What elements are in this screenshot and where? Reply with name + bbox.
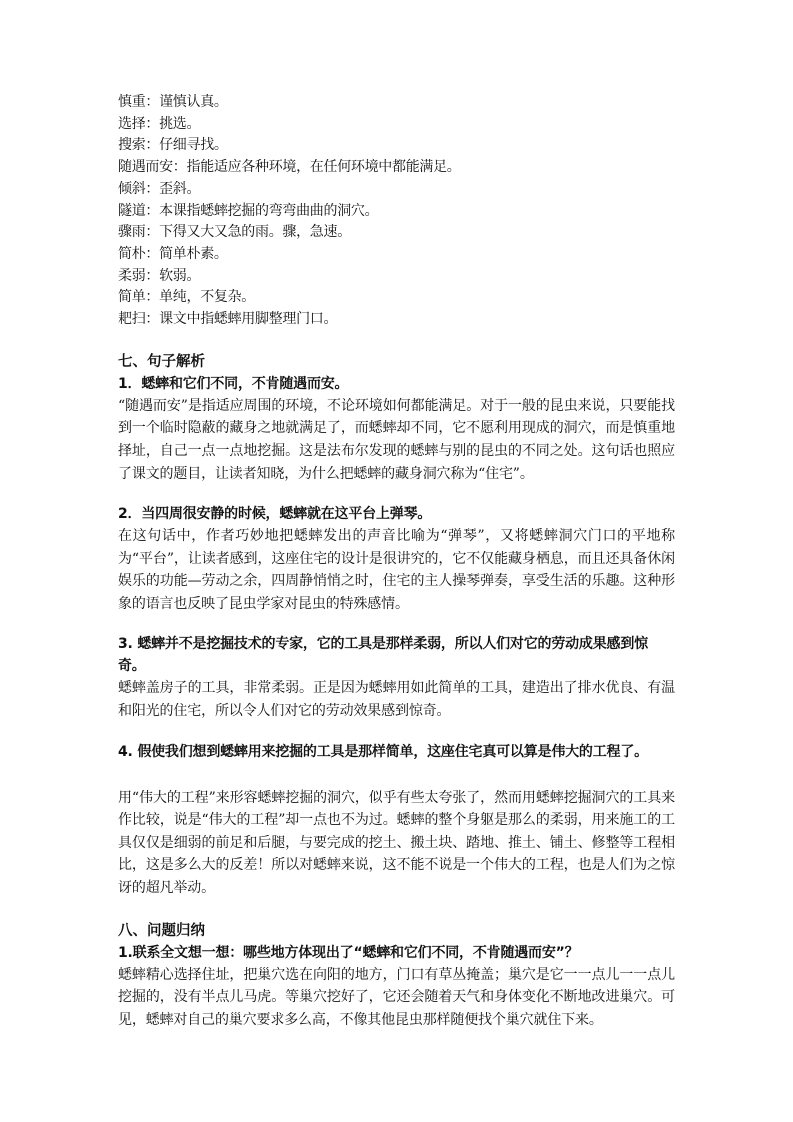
sentence-title: 1．蟋蟀和它们不同，不肯随遇而安。 [118,375,349,392]
vocab-item: 随遇而安：指能适应各种环境，在任何环境中都能满足。 [118,159,461,176]
vocab-item: 耙扫：课文中指蟋蟀用脚整理门口。 [118,311,338,328]
vocab-item: 简朴：简单朴素。 [118,245,228,262]
sentence-analysis: 在这句话中，作者巧妙地把蟋蟀发出的声音比喻为“弹琴”，又将蟋蟀洞穴门口的平地称为“平台”，让读者感到，这座住宅的设计是很讲究的，它不仅能藏身栖息，而且还具备休闲娱乐的功能—劳动之余，四周静悄悄之时，住宅的主人操琴弹奏，享受生活的乐趣。这种形象的语言也反映了昆虫学家对昆虫的特殊感情。 [118,528,675,612]
vocab-item: 倾斜：歪斜。 [118,180,201,197]
sentence-analysis: 用“伟大的工程”来形容蟋蟀挖掘的洞穴，似乎有些太夸张了，然而用蟋蟀挖掘洞穴的工具来作比较，说是“伟大的工程”却一点也不为过。蟋蟀的整个身躯是那么的柔弱，用来施工的工具仅仅是细弱的前足和后腿，与要完成的挖土、搬土块、踏地、推土、铺土、修整等工程相比，这是多么大的反差！所以对蟋蟀来说，这不能不说是一个伟大的工程，也是人们为之惊讶的超凡举动。 [118,789,675,897]
section-heading-question-summary: 八、问题归纳 [118,922,205,939]
question-title: 1.联系全文想一想：哪些地方体现出了“蟋蟀和它们不同，不肯随遇而安”？ [118,944,579,961]
sentence-title: 2．当四周很安静的时候，蟋蟀就在这平台上弹琴。 [118,506,432,523]
vocabulary-list [118,92,675,331]
vocab-item: 选择：挑选。 [118,115,201,132]
vocab-item: 隧道：本课指蟋蟀挖掘的弯弯曲曲的洞穴。 [118,202,379,219]
vocab-item: 慎重：谨慎认真。 [118,94,228,110]
vocab-item: 搜索：仔细寻找。 [118,137,228,154]
vocab-item: 柔弱：软弱。 [118,267,201,284]
sentence-title: 3. 蟋蟀并不是挖掘技术的专家，它的工具是那样柔弱，所以人们对它的劳动成果感到惊奇。 [118,636,648,675]
sentence-analysis: “随遇而安”是指适应周围的环境，不论环境如何都能满足。对于一般的昆虫来说，只要能找到一个临时隐蔽的藏身之地就满足了，而蟋蟀却不同，它不愿利用现成的洞穴，而是慎重地择址，自己一点一点地挖掘。这是法布尔发现的蟋蟀与别的昆虫的不同之处。这句话也照应了课文的题目，让读者知晓，为什么把蟋蟀的藏身洞穴称为“住宅”。 [118,397,675,482]
vocab-item: 骤雨：下得又大又急的雨。骤，急速。 [118,224,351,241]
sentence-title: 4. 假使我们想到蟋蟀用来挖掘的工具是那样简单，这座住宅真可以算是伟大的工程了。 [118,743,648,760]
sentence-analysis: 蟋蟀盖房子的工具，非常柔弱。正是因为蟋蟀用如此简单的工具，建造出了排水优良、有温和阳光的住宅，所以令人们对它的劳动效果感到惊奇。 [118,680,675,720]
section-heading-sentence-analysis: 七、句子解析 [118,353,205,370]
question-answer: 蟋蟀精心选择住址，把巢穴选在向阳的地方，门口有草丛掩盖；巢穴是它一一点儿一一点儿挖掘的，没有半点儿马虎。等巢穴挖好了，它还会随着天气和身体变化不断地改进巢穴。可见，蟋蟀对自己的巢穴要求多么高，不像其他昆虫那样随便找个巢穴就住下来。 [118,966,675,1028]
vocab-item: 简单：单纯，不复杂。 [118,289,255,306]
